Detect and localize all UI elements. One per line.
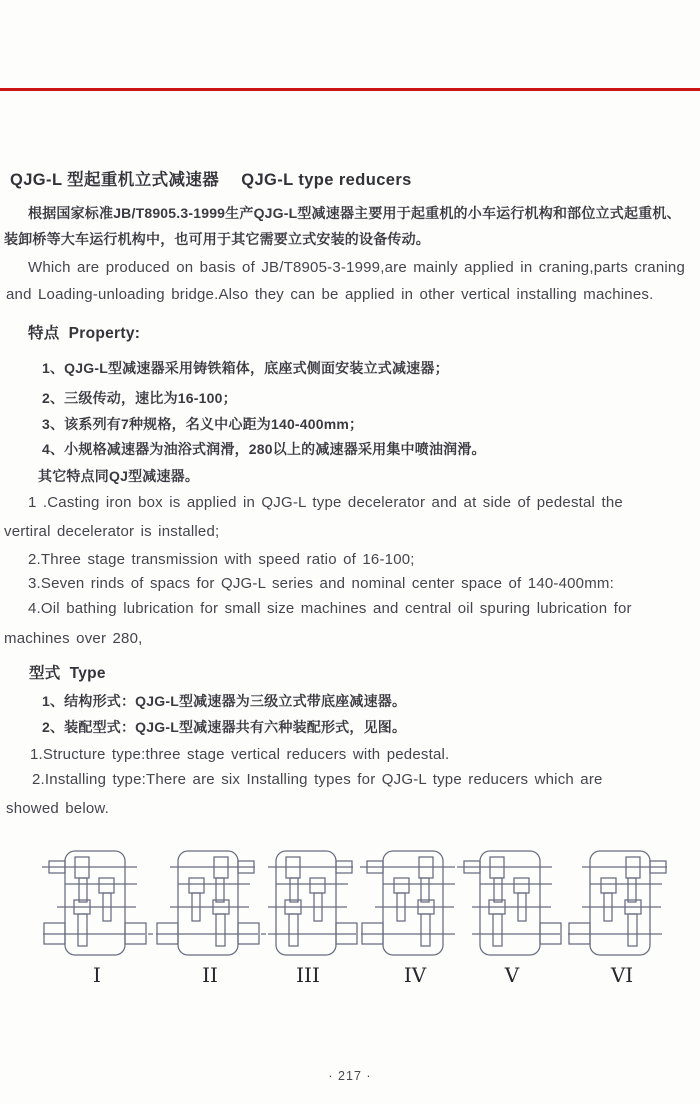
property-note-zh: 其它特点同QJ型减速器。 bbox=[38, 468, 200, 484]
installation-type-II bbox=[154, 845, 266, 1000]
property-item-en-4-line-1: 4.Oil bathing lubrication for small size machines and central oil spuring lubrication for bbox=[28, 600, 632, 617]
property-item-zh-1: 1、QJG-L型减速器采用铸铁箱体，底座式侧面安装立式减速器； bbox=[42, 360, 449, 376]
reducer-schematic-III bbox=[252, 845, 364, 973]
diagram-label: V bbox=[504, 963, 520, 987]
type-heading-zh: 型式 bbox=[29, 665, 61, 682]
reducer-schematic-VI bbox=[566, 845, 678, 973]
property-item-zh-3: 3、该系列有7种规格，名义中心距为140-400mm； bbox=[42, 416, 364, 432]
property-heading-zh: 特点 bbox=[28, 325, 60, 342]
installation-type-III bbox=[252, 845, 364, 1000]
property-item-en-2: 2.Three stage transmission with speed ratio of 16-100; bbox=[28, 551, 415, 568]
type-item-en-2-line-2: showed below. bbox=[6, 800, 110, 817]
header-rule bbox=[0, 88, 700, 91]
reducer-schematic-II bbox=[154, 845, 266, 973]
reducer-schematic-V bbox=[456, 845, 568, 973]
intro-zh-line-1: 根据国家标准JB/T8905.3-1999生产QJG-L型减速器主要用于起重机的小车运行机构和部位立式起重机、 bbox=[28, 205, 681, 221]
installation-type-VI bbox=[566, 845, 678, 1000]
diagram-label: VI bbox=[610, 963, 634, 987]
property-item-en-1-line-2: vertiral decelerator is installed; bbox=[4, 523, 220, 540]
installation-type-V bbox=[456, 845, 568, 1000]
property-item-en-1-line-1: 1 .Casting iron box is applied in QJG-L type decelerator and at side of pedestal the bbox=[28, 494, 623, 511]
diagram-label: II bbox=[202, 963, 218, 987]
property-item-zh-2: 2、三级传动，速比为16-100； bbox=[42, 390, 237, 406]
diagram-label: I bbox=[93, 963, 101, 987]
page-title bbox=[10, 170, 412, 190]
property-heading-en: Property: bbox=[68, 325, 141, 342]
installation-type-IV bbox=[359, 845, 471, 1000]
intro-en-line-1: Which are produced on basis of JB/T8905-3-1999,are mainly applied in craning,parts craning bbox=[28, 259, 686, 276]
type-heading-en: Type bbox=[69, 665, 106, 682]
installation-type-I bbox=[41, 845, 153, 1000]
type-item-zh-2: 2、装配型式：QJG-L型减速器共有六种装配形式，见图。 bbox=[42, 719, 407, 735]
page-number: · 217 · bbox=[328, 1069, 372, 1083]
page-title-en: QJG-L type reducers bbox=[241, 171, 412, 189]
type-item-en-2-line-1: 2.Installing type:There are six Installing types for QJG-L type reducers which are bbox=[32, 771, 603, 788]
reducer-schematic-IV bbox=[359, 845, 471, 973]
type-item-zh-1: 1、结构形式：QJG-L型减速器为三级立式带底座减速器。 bbox=[42, 693, 407, 709]
diagram-label: III bbox=[296, 963, 320, 987]
diagram-label: IV bbox=[403, 963, 427, 987]
intro-en-line-2: and Loading-unloading bridge.Also they can be applied in other vertical installing machines. bbox=[6, 286, 654, 303]
property-item-zh-4: 4、小规格减速器为油浴式润滑，280以上的减速器采用集中喷油润滑。 bbox=[42, 441, 486, 457]
property-heading bbox=[28, 324, 140, 344]
type-heading bbox=[29, 664, 106, 684]
installation-type-diagrams bbox=[0, 845, 700, 1000]
intro-zh-line-2: 装卸桥等大车运行机构中，也可用于其它需要立式安装的设备传动。 bbox=[4, 231, 430, 247]
reducer-schematic-I bbox=[41, 845, 153, 973]
property-item-en-3: 3.Seven rinds of spacs for QJG-L series and nominal center space of 140-400mm: bbox=[28, 575, 614, 592]
type-item-en-1: 1.Structure type:three stage vertical reducers with pedestal. bbox=[30, 746, 450, 763]
property-item-en-4-line-2: machines over 280, bbox=[4, 630, 143, 647]
page-title-zh: QJG-L 型起重机立式减速器 bbox=[10, 171, 220, 189]
